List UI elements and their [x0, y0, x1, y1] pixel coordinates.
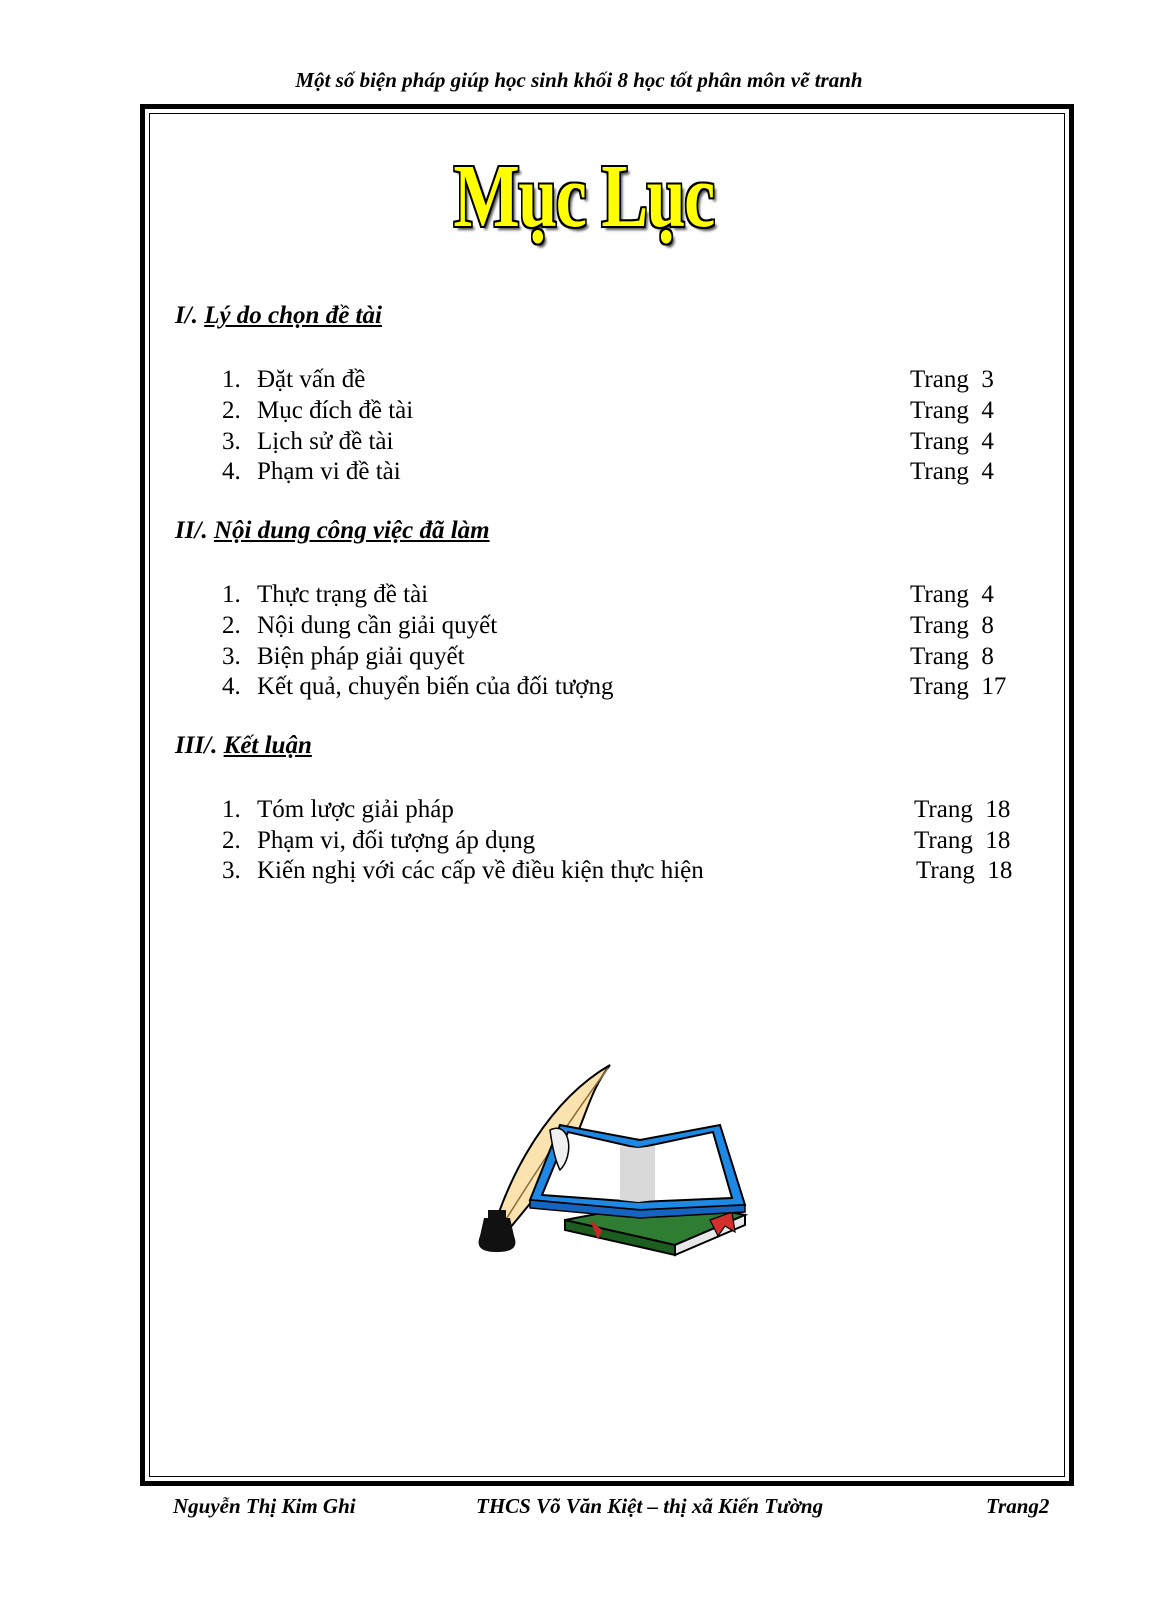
toc-item — [222, 610, 1022, 641]
item-number: 2. — [222, 612, 241, 639]
item-number: 2. — [222, 827, 241, 854]
item-page: Trang 18 — [914, 827, 1011, 854]
item-text: Kiến nghị với các cấp về điều kiện thực hiện — [257, 857, 704, 884]
item-text: Đặt vấn đề — [257, 366, 366, 393]
section-number: II/. — [175, 517, 208, 544]
item-text: Phạm vi đề tài — [257, 458, 401, 485]
item-number: 1. — [222, 581, 241, 608]
item-number: 3. — [222, 857, 241, 884]
toc-item — [222, 456, 1022, 487]
section-heading-3 — [175, 732, 312, 760]
section-title: Nội dung công việc đã làm — [213, 517, 490, 544]
toc-item — [222, 395, 1022, 426]
item-text: Phạm vi, đối tượng áp dụng — [257, 827, 536, 854]
toc-item — [222, 364, 1022, 395]
item-text: Mục đích đề tài — [257, 397, 414, 424]
item-number: 4. — [222, 673, 241, 700]
item-text: Nội dung cần giải quyết — [257, 612, 498, 639]
footer-author: Nguyễn Thị Kim Ghi — [173, 1494, 356, 1518]
footer-school: THCS Võ Văn Kiệt – thị xã Kiến Tường — [476, 1494, 824, 1518]
toc-item — [222, 579, 1022, 610]
toc-item — [222, 671, 1022, 702]
section-heading-2 — [175, 517, 490, 545]
item-page: Trang 4 — [910, 397, 994, 424]
document-header-title: Một số biện pháp giúp học sinh khối 8 học tốt phân môn vẽ tranh — [295, 68, 863, 92]
item-text: Thực trạng đề tài — [257, 581, 429, 608]
item-page: Trang 8 — [910, 612, 994, 639]
toc-item — [222, 794, 1022, 825]
item-text: Tóm lược giải pháp — [257, 796, 454, 823]
item-page: Trang 18 — [916, 857, 1013, 884]
item-text: Biện pháp giải quyết — [257, 643, 465, 670]
item-page: Trang 18 — [914, 796, 1011, 823]
item-page: Trang 8 — [910, 643, 994, 670]
item-number: 3. — [222, 643, 241, 670]
item-text: Kết quả, chuyển biến của đối tượng — [257, 673, 614, 700]
section-heading-1 — [175, 302, 382, 330]
item-page: Trang 4 — [910, 581, 994, 608]
item-page: Trang 17 — [910, 673, 1007, 700]
book-quill-inkwell-icon — [470, 1060, 760, 1260]
toc-item — [222, 825, 1022, 856]
section-title: Kết luận — [223, 732, 312, 759]
item-page: Trang 3 — [910, 366, 994, 393]
item-text: Lịch sử đề tài — [257, 428, 394, 455]
toc-item — [222, 855, 1022, 886]
section-number: III/. — [175, 732, 218, 759]
section-number: I/. — [175, 302, 198, 329]
toc-title: Mục Lục — [453, 147, 714, 246]
footer-page-number: Trang2 — [986, 1494, 1050, 1518]
item-number: 3. — [222, 428, 241, 455]
toc-item — [222, 641, 1022, 672]
item-number: 2. — [222, 397, 241, 424]
item-number: 1. — [222, 796, 241, 823]
item-number: 1. — [222, 366, 241, 393]
item-number: 4. — [222, 458, 241, 485]
toc-item — [222, 426, 1022, 457]
section-title: Lý do chọn đề tài — [204, 302, 382, 329]
item-page: Trang 4 — [910, 428, 994, 455]
item-page: Trang 4 — [910, 458, 994, 485]
